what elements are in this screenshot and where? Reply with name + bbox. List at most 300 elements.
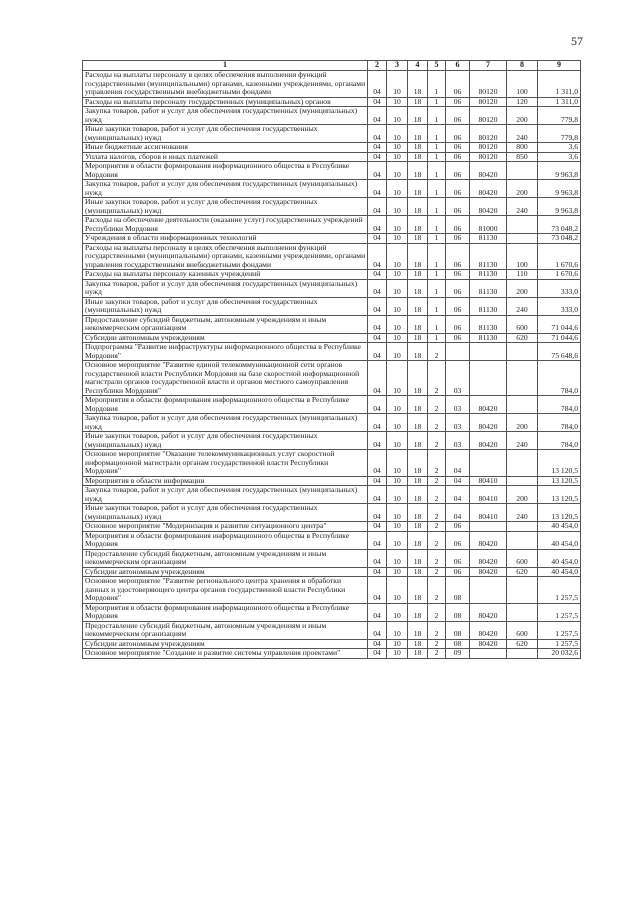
code-direction: 81130 [470, 279, 507, 297]
code-activity: 06 [446, 567, 470, 577]
code-activity: 06 [446, 162, 470, 180]
amount: 20 032,6 [538, 649, 581, 659]
code-activity: 06 [446, 522, 470, 532]
code-expense-type: 240 [507, 198, 538, 216]
code-section: 04 [368, 143, 387, 153]
code-expense-type [507, 649, 538, 659]
code-subprogram: 1 [428, 270, 446, 280]
code-expense-type: 620 [507, 639, 538, 649]
amount: 784,0 [538, 432, 581, 450]
table-row [83, 639, 581, 649]
column-header: 8 [507, 61, 538, 71]
code-section: 04 [368, 361, 387, 396]
item-name: Закупка товаров, работ и услуг для обеспечения государственных (муниципальных) нужд [83, 486, 368, 504]
table-row [83, 504, 581, 522]
table-row [83, 143, 581, 153]
code-program: 18 [408, 450, 428, 477]
code-direction [470, 450, 507, 477]
code-program: 18 [408, 152, 428, 162]
column-header: 6 [446, 61, 470, 71]
code-direction: 80420 [470, 162, 507, 180]
code-activity: 08 [446, 621, 470, 639]
code-subsection: 10 [387, 234, 408, 244]
amount: 13 120,5 [538, 476, 581, 486]
code-direction: 80420 [470, 621, 507, 639]
code-direction [470, 361, 507, 396]
item-name: Иные бюджетные ассигнования [83, 143, 368, 153]
table-row [83, 476, 581, 486]
item-name: Основное мероприятие "Развитие единой телекоммуникационной сети органов государственной власти Республики Мордовия на базе скоростной информационной магистрали органов государственной власти и органов местного самоуправления Республики Мордовия" [83, 361, 368, 396]
code-activity: 06 [446, 297, 470, 315]
code-program: 18 [408, 396, 428, 414]
code-subsection: 10 [387, 621, 408, 639]
item-name: Расходы на выплаты персоналу в целях обеспечения выполнения функций государственными (муниципальными) органами, казенными учреждениями, органами управления государственными внебюджетными фондами [83, 243, 368, 270]
table-row [83, 486, 581, 504]
amount: 71 044,6 [538, 315, 581, 333]
code-section: 04 [368, 315, 387, 333]
code-expense-type: 620 [507, 333, 538, 343]
item-name: Иные закупки товаров, работ и услуг для обеспечения государственных (муниципальных) нужд [83, 125, 368, 143]
code-expense-type [507, 476, 538, 486]
amount: 3,6 [538, 143, 581, 153]
code-activity: 06 [446, 198, 470, 216]
code-expense-type: 200 [507, 279, 538, 297]
code-subsection: 10 [387, 143, 408, 153]
code-section: 04 [368, 414, 387, 432]
code-subprogram: 2 [428, 549, 446, 567]
amount: 333,0 [538, 297, 581, 315]
code-program: 18 [408, 414, 428, 432]
code-activity: 06 [446, 315, 470, 333]
code-section: 04 [368, 639, 387, 649]
code-section: 04 [368, 649, 387, 659]
amount: 1 670,6 [538, 270, 581, 280]
code-subsection: 10 [387, 343, 408, 361]
code-section: 04 [368, 603, 387, 621]
amount: 784,0 [538, 396, 581, 414]
amount: 1 257,5 [538, 621, 581, 639]
code-subsection: 10 [387, 432, 408, 450]
amount: 3,6 [538, 152, 581, 162]
code-subsection: 10 [387, 333, 408, 343]
code-program: 18 [408, 333, 428, 343]
table-row [83, 125, 581, 143]
code-subsection: 10 [387, 361, 408, 396]
item-name: Закупка товаров, работ и услуг для обеспечения государственных (муниципальных) нужд [83, 279, 368, 297]
table-row [83, 396, 581, 414]
code-expense-type: 850 [507, 152, 538, 162]
code-program: 18 [408, 180, 428, 198]
table-body [83, 71, 581, 659]
code-expense-type [507, 234, 538, 244]
table-row [83, 315, 581, 333]
code-direction: 80420 [470, 639, 507, 649]
amount: 1 670,6 [538, 243, 581, 270]
amount: 73 048,2 [538, 216, 581, 234]
item-name: Предоставление субсидий бюджетным, автономным учреждениям и иным некоммерческим организациям [83, 621, 368, 639]
table-row [83, 577, 581, 604]
code-direction [470, 522, 507, 532]
page-number: 57 [571, 34, 583, 48]
item-name: Мероприятия в области формирования информационного общества в Республике Мордовия [83, 396, 368, 414]
amount: 1 257,5 [538, 577, 581, 604]
code-subprogram: 2 [428, 396, 446, 414]
code-subsection: 10 [387, 180, 408, 198]
item-name: Закупка товаров, работ и услуг для обеспечения государственных (муниципальных) нужд [83, 180, 368, 198]
code-expense-type: 800 [507, 143, 538, 153]
code-subsection: 10 [387, 216, 408, 234]
code-activity: 09 [446, 649, 470, 659]
code-subprogram: 1 [428, 216, 446, 234]
code-program: 18 [408, 486, 428, 504]
code-activity: 06 [446, 243, 470, 270]
code-direction: 80420 [470, 531, 507, 549]
code-activity: 08 [446, 577, 470, 604]
code-activity: 06 [446, 107, 470, 125]
code-expense-type [507, 531, 538, 549]
code-direction: 80120 [470, 71, 507, 98]
code-section: 04 [368, 567, 387, 577]
code-direction: 81130 [470, 297, 507, 315]
code-subprogram: 2 [428, 603, 446, 621]
code-subprogram: 1 [428, 198, 446, 216]
amount: 779,8 [538, 125, 581, 143]
code-activity: 08 [446, 603, 470, 621]
amount: 40 454,0 [538, 531, 581, 549]
code-section: 04 [368, 333, 387, 343]
column-header: 3 [387, 61, 408, 71]
code-subprogram: 2 [428, 577, 446, 604]
code-direction: 81130 [470, 234, 507, 244]
code-subprogram: 2 [428, 639, 446, 649]
code-subsection: 10 [387, 315, 408, 333]
code-activity: 06 [446, 143, 470, 153]
amount: 1 257,5 [538, 639, 581, 649]
amount: 13 120,5 [538, 450, 581, 477]
table-row [83, 531, 581, 549]
code-program: 18 [408, 297, 428, 315]
code-subsection: 10 [387, 71, 408, 98]
table-row [83, 432, 581, 450]
code-program: 18 [408, 603, 428, 621]
table-row [83, 180, 581, 198]
code-activity: 04 [446, 486, 470, 504]
amount: 784,0 [538, 361, 581, 396]
code-expense-type [507, 361, 538, 396]
budget-table [82, 60, 581, 659]
item-name: Субсидии автономным учреждениям [83, 333, 368, 343]
code-direction: 81130 [470, 333, 507, 343]
code-activity: 03 [446, 361, 470, 396]
amount: 40 454,0 [538, 567, 581, 577]
code-subprogram: 2 [428, 343, 446, 361]
code-activity: 06 [446, 71, 470, 98]
code-subsection: 10 [387, 486, 408, 504]
table-row [83, 97, 581, 107]
code-section: 04 [368, 243, 387, 270]
table-row [83, 234, 581, 244]
column-header: 9 [538, 61, 581, 71]
code-subprogram: 1 [428, 143, 446, 153]
amount: 71 044,6 [538, 333, 581, 343]
item-name: Закупка товаров, работ и услуг для обеспечения государственных (муниципальных) нужд [83, 414, 368, 432]
table-row [83, 522, 581, 532]
code-program: 18 [408, 649, 428, 659]
code-direction [470, 649, 507, 659]
code-expense-type: 200 [507, 414, 538, 432]
item-name: Иные закупки товаров, работ и услуг для обеспечения государственных (муниципальных) нужд [83, 504, 368, 522]
code-section: 04 [368, 234, 387, 244]
code-program: 18 [408, 639, 428, 649]
code-subsection: 10 [387, 97, 408, 107]
code-subsection: 10 [387, 125, 408, 143]
code-subsection: 10 [387, 531, 408, 549]
code-section: 04 [368, 270, 387, 280]
code-section: 04 [368, 279, 387, 297]
table-row [83, 343, 581, 361]
code-program: 18 [408, 531, 428, 549]
code-section: 04 [368, 577, 387, 604]
item-name: Учреждения в области информационных технологий [83, 234, 368, 244]
code-subsection: 10 [387, 414, 408, 432]
code-program: 18 [408, 476, 428, 486]
item-name: Мероприятия в области формирования информационного общества в Республике Мордовия [83, 162, 368, 180]
code-expense-type [507, 450, 538, 477]
code-section: 04 [368, 162, 387, 180]
column-header: 4 [408, 61, 428, 71]
code-section: 04 [368, 450, 387, 477]
code-program: 18 [408, 71, 428, 98]
amount: 9 963,8 [538, 162, 581, 180]
code-expense-type: 240 [507, 432, 538, 450]
code-expense-type [507, 396, 538, 414]
code-subsection: 10 [387, 396, 408, 414]
item-name: Закупка товаров, работ и услуг для обеспечения государственных (муниципальных) нужд [83, 107, 368, 125]
code-section: 04 [368, 621, 387, 639]
item-name: Подпрограмма "Развитие инфраструктуры информационного общества в Республике Мордовия" [83, 343, 368, 361]
code-program: 18 [408, 522, 428, 532]
code-activity: 08 [446, 639, 470, 649]
column-header: 1 [83, 61, 368, 71]
code-subsection: 10 [387, 649, 408, 659]
code-direction: 81000 [470, 216, 507, 234]
code-program: 18 [408, 279, 428, 297]
code-subsection: 10 [387, 504, 408, 522]
code-activity: 06 [446, 234, 470, 244]
code-subsection: 10 [387, 603, 408, 621]
table-row [83, 107, 581, 125]
code-subprogram: 2 [428, 361, 446, 396]
item-name: Иные закупки товаров, работ и услуг для обеспечения государственных (муниципальных) нужд [83, 198, 368, 216]
code-section: 04 [368, 71, 387, 98]
code-program: 18 [408, 567, 428, 577]
code-expense-type: 600 [507, 621, 538, 639]
code-program: 18 [408, 361, 428, 396]
code-program: 18 [408, 162, 428, 180]
code-subprogram: 1 [428, 180, 446, 198]
code-subprogram: 1 [428, 125, 446, 143]
code-activity: 06 [446, 152, 470, 162]
code-program: 18 [408, 97, 428, 107]
code-direction [470, 343, 507, 361]
code-section: 04 [368, 486, 387, 504]
code-subprogram: 2 [428, 486, 446, 504]
code-activity: 06 [446, 531, 470, 549]
code-subprogram: 2 [428, 621, 446, 639]
column-header: 7 [470, 61, 507, 71]
code-subprogram: 1 [428, 234, 446, 244]
item-name: Расходы на выплаты персоналу в целях обеспечения выполнения функций государственными (муниципальными) органами, казенными учреждениями, органами управления государственными внебюджетными фондами [83, 71, 368, 98]
code-subprogram: 2 [428, 476, 446, 486]
amount: 784,0 [538, 414, 581, 432]
code-subsection: 10 [387, 577, 408, 604]
code-direction [470, 577, 507, 604]
code-subsection: 10 [387, 243, 408, 270]
code-section: 04 [368, 396, 387, 414]
code-direction: 81130 [470, 315, 507, 333]
code-expense-type [507, 603, 538, 621]
code-expense-type [507, 577, 538, 604]
code-section: 04 [368, 432, 387, 450]
code-subprogram: 2 [428, 432, 446, 450]
code-activity: 06 [446, 279, 470, 297]
code-section: 04 [368, 180, 387, 198]
code-subprogram: 1 [428, 333, 446, 343]
code-subsection: 10 [387, 162, 408, 180]
table-row [83, 71, 581, 98]
code-subprogram: 2 [428, 567, 446, 577]
code-program: 18 [408, 577, 428, 604]
item-name: Мероприятия в области информации [83, 476, 368, 486]
code-subsection: 10 [387, 198, 408, 216]
table-row [83, 603, 581, 621]
code-subprogram: 1 [428, 107, 446, 125]
amount: 1 311,0 [538, 97, 581, 107]
header-row [83, 61, 581, 71]
code-subprogram: 1 [428, 297, 446, 315]
amount: 9 963,8 [538, 180, 581, 198]
code-activity: 06 [446, 270, 470, 280]
code-expense-type: 240 [507, 125, 538, 143]
code-subsection: 10 [387, 476, 408, 486]
table-row [83, 333, 581, 343]
code-section: 04 [368, 297, 387, 315]
item-name: Основное мероприятие "Создание и развитие системы управления проектами" [83, 649, 368, 659]
code-section: 04 [368, 125, 387, 143]
item-name: Мероприятия в области формирования информационного общества в Республике Мордовия [83, 603, 368, 621]
item-name: Расходы на выплаты персоналу казенных учреждений [83, 270, 368, 280]
code-subsection: 10 [387, 270, 408, 280]
column-header: 2 [368, 61, 387, 71]
table-row [83, 567, 581, 577]
table-row [83, 198, 581, 216]
code-subsection: 10 [387, 450, 408, 477]
table-row [83, 361, 581, 396]
code-program: 18 [408, 143, 428, 153]
code-expense-type: 100 [507, 71, 538, 98]
code-expense-type: 240 [507, 297, 538, 315]
item-name: Уплата налогов, сборов и иных платежей [83, 152, 368, 162]
code-subprogram: 2 [428, 414, 446, 432]
code-direction: 81130 [470, 243, 507, 270]
code-activity: 04 [446, 476, 470, 486]
amount: 1 311,0 [538, 71, 581, 98]
code-activity: 06 [446, 125, 470, 143]
code-section: 04 [368, 549, 387, 567]
code-expense-type: 110 [507, 270, 538, 280]
code-direction: 80420 [470, 396, 507, 414]
code-direction: 80410 [470, 476, 507, 486]
amount: 40 454,0 [538, 549, 581, 567]
code-subsection: 10 [387, 297, 408, 315]
code-activity: 04 [446, 450, 470, 477]
code-activity: 03 [446, 432, 470, 450]
code-direction: 80410 [470, 504, 507, 522]
amount: 9 963,8 [538, 198, 581, 216]
code-activity: 06 [446, 216, 470, 234]
code-section: 04 [368, 504, 387, 522]
code-program: 18 [408, 125, 428, 143]
amount: 13 120,5 [538, 486, 581, 504]
table-row [83, 243, 581, 270]
table-row [83, 450, 581, 477]
item-name: Расходы на обеспечение деятельности (оказание услуг) государственных учреждений Республики Мордовия [83, 216, 368, 234]
code-section: 04 [368, 343, 387, 361]
table-row [83, 279, 581, 297]
code-section: 04 [368, 522, 387, 532]
amount: 73 048,2 [538, 234, 581, 244]
code-subprogram: 2 [428, 522, 446, 532]
code-direction: 80420 [470, 567, 507, 577]
code-direction: 80420 [470, 180, 507, 198]
table-row [83, 621, 581, 639]
code-direction: 80120 [470, 107, 507, 125]
code-expense-type: 620 [507, 567, 538, 577]
item-name: Расходы на выплаты персоналу государственных (муниципальных) органов [83, 97, 368, 107]
code-direction: 80420 [470, 432, 507, 450]
code-subsection: 10 [387, 522, 408, 532]
code-subsection: 10 [387, 639, 408, 649]
code-program: 18 [408, 107, 428, 125]
code-section: 04 [368, 97, 387, 107]
code-subprogram: 1 [428, 97, 446, 107]
code-expense-type: 600 [507, 549, 538, 567]
item-name: Предоставление субсидий бюджетным, автономным учреждениям и иным некоммерческим организациям [83, 315, 368, 333]
column-header: 5 [428, 61, 446, 71]
code-program: 18 [408, 343, 428, 361]
code-activity [446, 343, 470, 361]
code-activity: 06 [446, 549, 470, 567]
table-row [83, 270, 581, 280]
item-name: Предоставление субсидий бюджетным, автономным учреждениям и иным некоммерческим организациям [83, 549, 368, 567]
item-name: Иные закупки товаров, работ и услуг для обеспечения государственных (муниципальных) нужд [83, 297, 368, 315]
code-subsection: 10 [387, 107, 408, 125]
item-name: Основное мероприятие "Модернизация и развитие ситуационного центра" [83, 522, 368, 532]
code-direction: 80120 [470, 125, 507, 143]
code-program: 18 [408, 270, 428, 280]
code-activity: 06 [446, 333, 470, 343]
code-program: 18 [408, 243, 428, 270]
item-name: Основное мероприятие "Оказание телекоммуникационных услуг скоростной информационной магистрали органам государственной власти Республики Мордовия" [83, 450, 368, 477]
code-activity: 03 [446, 414, 470, 432]
code-program: 18 [408, 432, 428, 450]
code-expense-type [507, 162, 538, 180]
item-name: Мероприятия в области формирования информационного общества в Республике Мордовия [83, 531, 368, 549]
code-subsection: 10 [387, 567, 408, 577]
code-expense-type [507, 522, 538, 532]
item-name: Основное мероприятие "Развитие регионального центра хранения и обработки данных и удостоверяющего центра органов государственной власти Республики Мордовия" [83, 577, 368, 604]
code-subprogram: 1 [428, 279, 446, 297]
